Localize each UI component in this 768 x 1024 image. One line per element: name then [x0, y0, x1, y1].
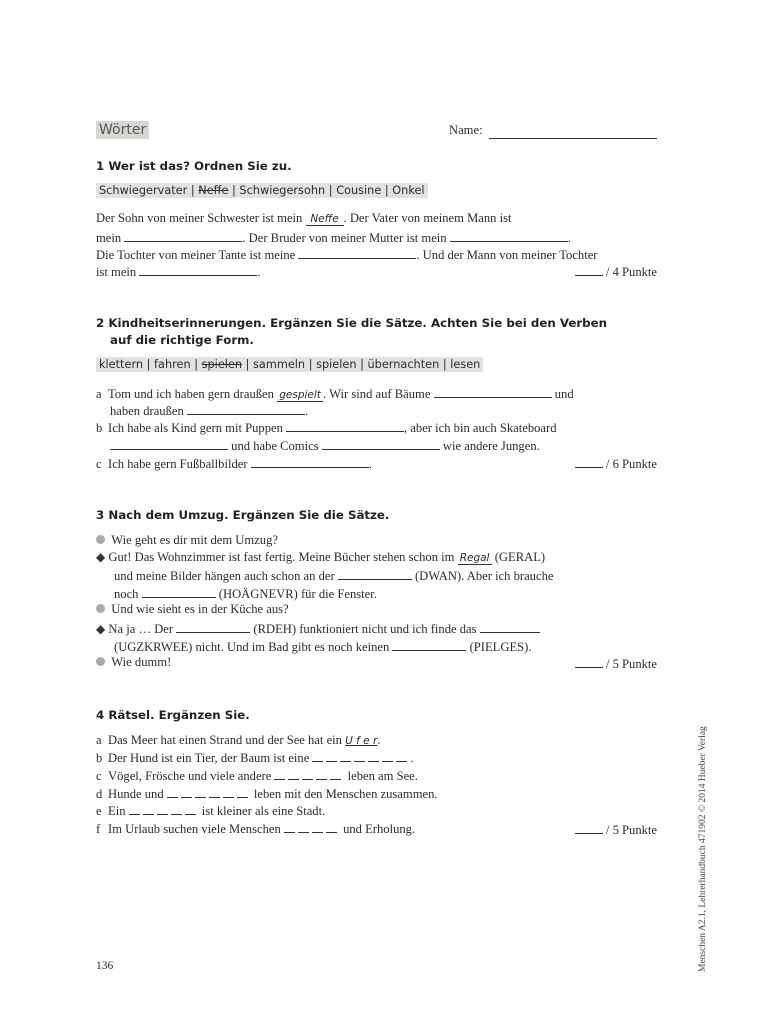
answer-blank[interactable] — [124, 229, 242, 242]
answer-example: gespielt — [277, 389, 323, 402]
circle-bullet-icon — [96, 604, 105, 613]
answer-blank[interactable] — [142, 585, 216, 598]
dialog-line-cont: und meine Bilder hängen auch schon an der (DWAN). Aber ich brauche — [114, 569, 554, 583]
page-number: 136 — [96, 960, 114, 972]
answer-blank[interactable] — [434, 385, 552, 398]
answer-blank[interactable] — [392, 638, 466, 651]
word: Onkel — [392, 184, 425, 197]
letter-blanks[interactable] — [129, 804, 199, 818]
s4-item-a: a Das Meer hat einen Strand und der See hat ein U f e r. — [96, 733, 381, 747]
section-1-heading: 1 Wer ist das? Ordnen Sie zu. — [96, 159, 292, 173]
answer-blank[interactable] — [480, 620, 540, 633]
s4-item-b: b Der Hund ist ein Tier, der Baum ist eine . — [96, 751, 414, 765]
word-used: spielen — [201, 358, 243, 371]
answer-blank[interactable] — [298, 246, 416, 259]
page-title: Wörter — [96, 121, 149, 139]
section-2-heading-cont: auf die richtige Form. — [110, 333, 254, 347]
section-2-wordbox: klettern | fahren | spielen | sammeln | spielen | übernachten | lesen — [96, 357, 483, 372]
section-3-heading: 3 Nach dem Umzug. Ergänzen Sie die Sätze. — [96, 508, 390, 522]
answer-blank[interactable] — [338, 567, 412, 580]
answer-example: U f e r — [345, 735, 378, 747]
answer-blank[interactable] — [322, 437, 440, 450]
dialog-line: Wie geht es dir mit dem Umzug? — [96, 533, 278, 548]
section-2-heading: 2 Kindheitserinnerungen. Ergänzen Sie die Sätze. Achten Sie bei den Verben — [96, 316, 608, 330]
s3-points: / 5 Punkte — [575, 655, 657, 672]
s4-item-e: e Ein ist kleiner als eine Stadt. — [96, 804, 326, 818]
copyright-note: Menschen A2.1, Lehrerhandbuch 471902 © 2014 Hueber Verlag — [698, 726, 708, 972]
dialog-line: Und wie sieht es in der Küche aus? — [96, 602, 289, 617]
answer-blank[interactable] — [110, 437, 228, 450]
answer-blank[interactable] — [286, 419, 404, 432]
s2-item-c: c Ich habe gern Fußballbilder . — [96, 457, 372, 471]
s2-item-b-cont: und habe Comics wie andere Jungen. — [110, 437, 540, 454]
letter-blanks[interactable] — [284, 822, 340, 836]
word: Schwiegersohn — [239, 184, 326, 197]
s4-item-c: c Vögel, Frösche und viele andere leben am See. — [96, 769, 418, 783]
section-4-heading: 4 Rätsel. Ergänzen Sie. — [96, 708, 250, 722]
answer-blank[interactable] — [176, 620, 250, 633]
word: Cousine — [336, 184, 382, 197]
s1-line-3: Die Tochter von meiner Tante ist meine . Und der Mann von meiner Tochter — [96, 248, 598, 262]
s1-line-2: mein . Der Bruder von meiner Mutter ist mein . — [96, 231, 571, 245]
diamond-bullet-icon: ◆ — [96, 622, 106, 636]
s4-points: / 5 Punkte — [575, 821, 657, 838]
s1-points: / 4 Punkte — [575, 263, 657, 280]
word-used: Neffe — [198, 184, 229, 197]
dialog-line-cont: (UGZKRWEE) nicht. Und im Bad gibt es noch keinen (PIELGES). — [114, 640, 532, 654]
diamond-bullet-icon: ◆ — [96, 550, 106, 564]
answer-blank[interactable] — [187, 402, 305, 415]
word: Schwiegervater — [99, 184, 188, 197]
letter-blanks[interactable] — [274, 769, 344, 783]
answer-example: Neffe — [306, 213, 344, 226]
dialog-line: ◆ Gut! Das Wohnzimmer ist fast fertig. Meine Bücher stehen schon im Regal (GERAL) — [96, 550, 546, 564]
answer-blank[interactable] — [251, 455, 369, 468]
s2-item-b: b Ich habe als Kind gern mit Puppen , aber ich bin auch Skateboard — [96, 421, 557, 435]
answer-blank[interactable] — [139, 263, 257, 276]
s1-line-4: ist mein . — [96, 265, 261, 279]
points-blank[interactable] — [575, 655, 603, 668]
name-label: Name: — [449, 123, 483, 137]
points-blank[interactable] — [575, 455, 603, 468]
dialog-line: Wie dumm! — [96, 655, 171, 670]
dialog-line-cont: noch (HOÄGNEVR) für die Fenster. — [114, 587, 377, 601]
circle-bullet-icon — [96, 535, 105, 544]
s2-item-a-cont: haben draußen . — [110, 404, 309, 418]
s1-line-1: Der Sohn von meiner Schwester ist mein Neffe . Der Vater von meinem Mann ist — [96, 211, 512, 225]
answer-blank[interactable] — [450, 229, 568, 242]
dialog-line: ◆ Na ja … Der (RDEH) funktioniert nicht und ich finde das — [96, 620, 540, 637]
answer-example: Regal — [458, 552, 492, 565]
circle-bullet-icon — [96, 657, 105, 666]
letter-blanks[interactable] — [312, 751, 410, 765]
points-blank[interactable] — [575, 821, 603, 834]
s4-item-f: f Im Urlaub suchen viele Menschen und Erholung. — [96, 822, 416, 836]
s2-item-a: a Tom und ich haben gern draußen gespielt . Wir sind auf Bäume und — [96, 387, 574, 401]
letter-blanks[interactable] — [167, 787, 251, 801]
points-blank[interactable] — [575, 263, 603, 276]
name-field[interactable] — [489, 138, 657, 139]
s4-item-d: d Hunde und leben mit den Menschen zusammen. — [96, 787, 438, 801]
section-1-wordbox: Schwiegervater | Neffe | Schwiegersohn | Cousine | Onkel — [96, 183, 428, 198]
s2-points: / 6 Punkte — [575, 455, 657, 472]
